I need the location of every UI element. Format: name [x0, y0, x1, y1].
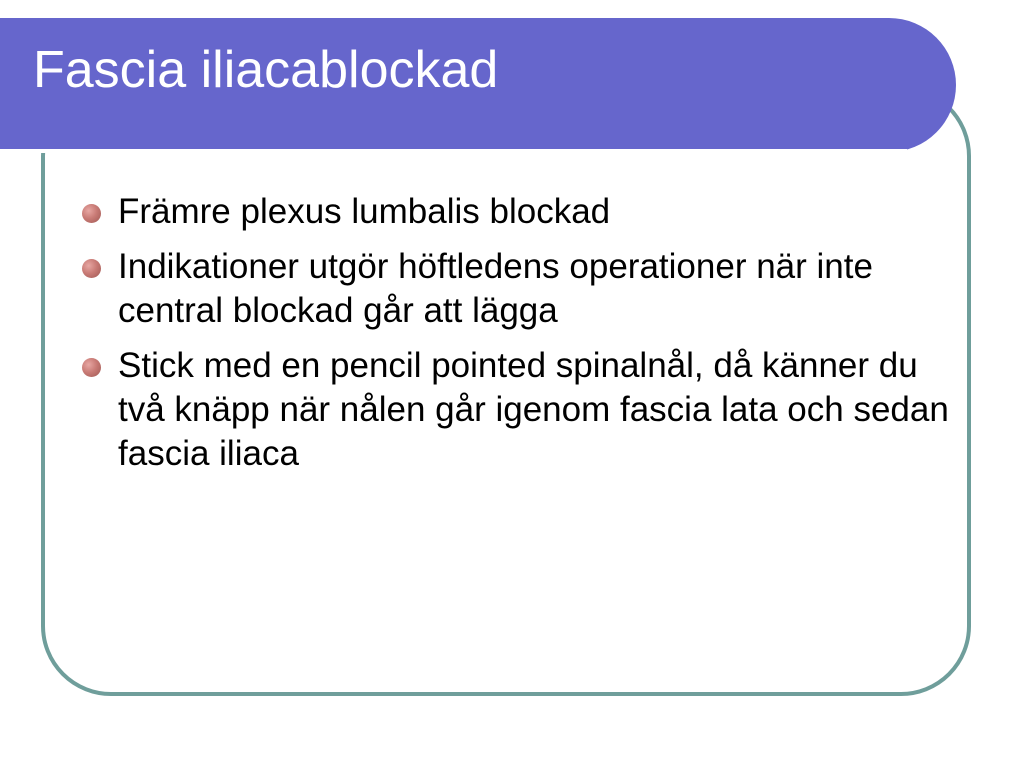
bullet-text-2: Indikationer utgör höftledens operationer när inte central blockad går att lägga: [118, 247, 873, 330]
bullet-dot-icon: [82, 259, 101, 278]
slide-title: Fascia iliacablockad: [33, 41, 499, 99]
bullet-text-3: Stick med en pencil pointed spinalnål, då känner du två knäpp när nålen går igenom fascia lata och sedan fascia iliaca: [118, 346, 949, 473]
bullet-list: [78, 190, 958, 487]
title-underline: [0, 149, 907, 153]
bullet-item-1: [78, 190, 958, 234]
bullet-dot-icon: [82, 204, 101, 223]
bullet-item-3: [78, 344, 958, 476]
bullet-text-1: Främre plexus lumbalis blockad: [118, 192, 611, 231]
bullet-dot-icon: [82, 358, 101, 377]
bullet-item-2: [78, 245, 958, 333]
